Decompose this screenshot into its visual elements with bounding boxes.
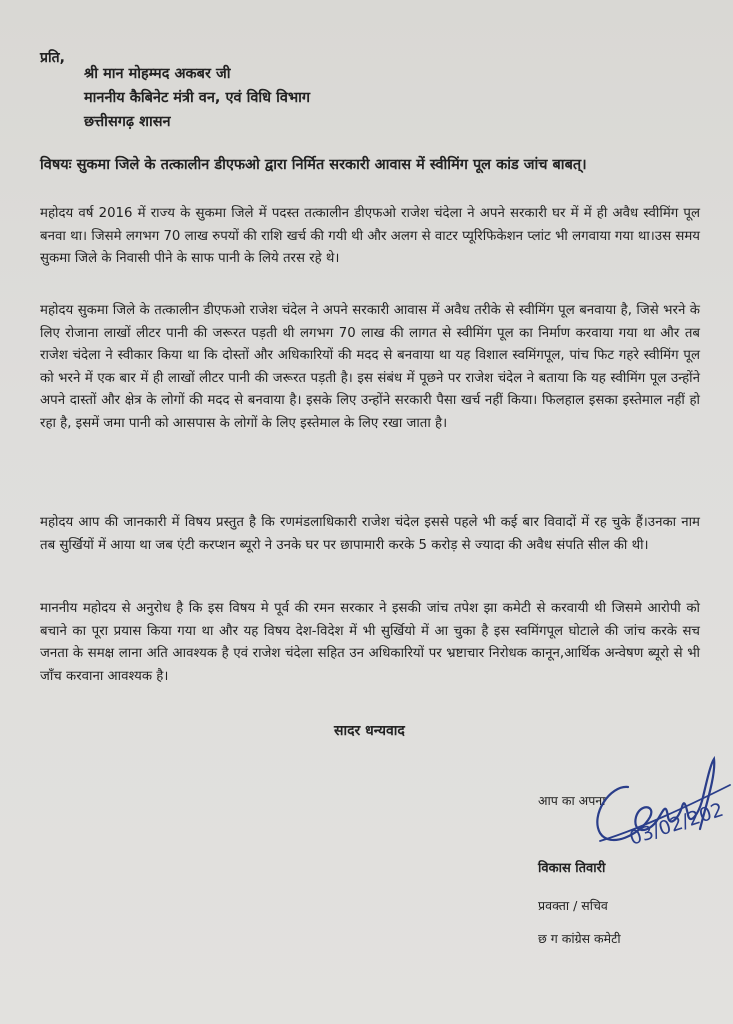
paragraph-2: महोदय सुकमा जिले के तत्कालीन डीएफओ राजेश चंदेल ने अपने सरकारी आवास में अवैध तरीके से स्वीमिंग पूल बनवाया है, जिसे भरने के लिए रोजाना लाखों लीटर पानी की जरूरत पड़ती थी लगभग 70 लाख की लागत से स्वीमिंग पूल का निर्माण करवाया गया था और तब राजेश चंदेला ने स्वीकार किया था कि दोस्तों और अधिकारियों की मदद से बनवाया था यह विशाल स्वमिंगपूल, पांच फिट गहरे स्वीमिंग पूल को भरने में एक बार में ही लाखों लीटर पानी की जरूरत पड़ती है। इस संबंध में पूछने पर राजेश चंदेल ने बताया कि यह स्वीमिंग पूल उन्होंने अपने दास्तों और क्षेत्र के लोगों की मदद से बनवाया है। इसके लिए उन्होंने सरकारी पैसा खर्च नहीं किया। फिलहाल इसका इस्तेमाल नहीं हो रहा है, इसमें जमा पानी को आसपास के लोगों के लिए इस्तेमाल के लिए रखा जाता है। — [40, 303, 700, 431]
recipient-government: छत्तीसगढ़ शासन — [84, 114, 171, 130]
subject-line: विषयः सुकमा जिले के तत्कालीन डीएफओ द्वारा निर्मित सरकारी आवास में स्वीमिंग पूल कांड जांच बाबत्। — [40, 157, 587, 173]
closing-thanks: सादर धन्यवाद — [334, 723, 405, 739]
paragraph-4: माननीय महोदय से अनुरोध है कि इस विषय मे पूर्व की रमन सरकार ने इसकी जांच तपेश झा कमेटी से करवायी थी जिसमे आरोपी को बचाने का पूरा प्रयास किया गया था और यह विषय देश-विदेश में भी सुर्खियो में आ चुका है इस स्वमिंगपूल घोटाले की जांच करके सच जनता के समक्ष लाना अति आवश्यक है एवं राजेश चंदेला सहित उन अधिकारियों पर भ्रष्टाचार निरोधक कानून,आर्थिक अन्वेषण ब्यूरो से भी जाँच करवाना आवश्यक है। — [40, 601, 700, 684]
salutation: प्रति, — [40, 50, 65, 66]
handwritten-signature — [570, 745, 733, 855]
sender-organization: छ ग कांग्रेस कमेटी — [538, 931, 621, 946]
recipient-name: श्री मान मोहम्मद अकबर जी — [84, 66, 231, 82]
paragraph-3: महोदय आप की जानकारी में विषय प्रस्तुत है कि रणमंडलाधिकारी राजेश चंदेल इससे पहले भी कई बार विवादों में रह चुके हैं।उनका नाम तब सुर्खियों में आया था जब एंटी करप्शन ब्यूरो ने उनके घर पर छापामारी करके 5 करोड़ से ज्यादा की अवैध संपति सील की थी। — [40, 515, 700, 553]
signature-date: 03/02/202 — [626, 798, 727, 850]
sender-designation: प्रवक्ता / सचिव — [538, 898, 608, 913]
yours-sincerely: आप का अपना — [538, 793, 606, 808]
paragraph-1: महोदय वर्ष 2016 में राज्य के सुकमा जिले में पदस्त तत्कालीन डीएफओ राजेश चंदेला ने अपने सरकारी घर में में ही अवैध स्वीमिंग पूल बनवा था। जिसमे लगभग 70 लाख रुपयों की राशि खर्च की गयी थी और अलग से वाटर प्यूरिफिकेशन प्लांट भी लगवाया गया था।उस समय सुकमा जिले के निवासी पीने के साफ पानी के लिये तरस रहे थे। — [40, 206, 700, 266]
recipient-designation: माननीय कैबिनेट मंत्री वन, एवं विधि विभाग — [84, 90, 311, 106]
sender-name: विकास तिवारी — [538, 861, 606, 876]
